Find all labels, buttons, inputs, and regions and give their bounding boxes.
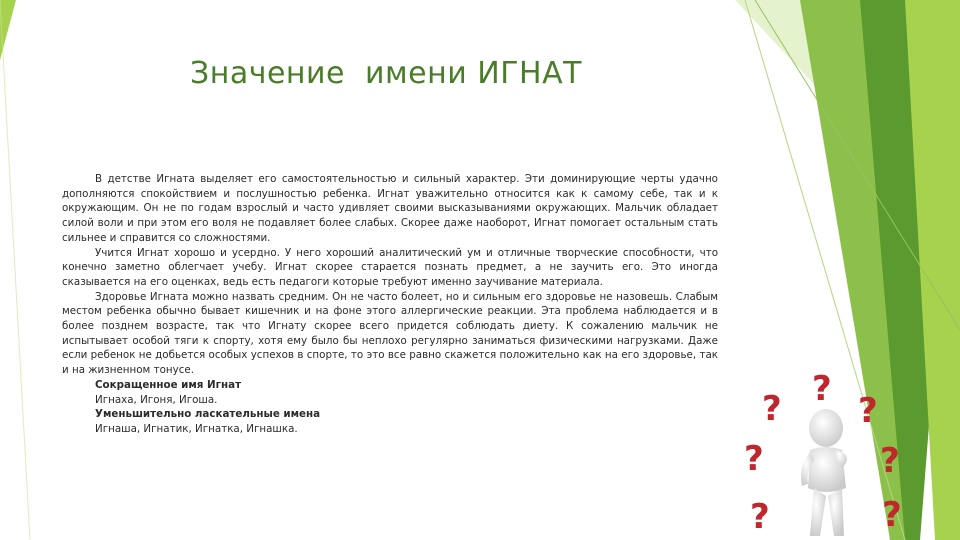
white-figure <box>801 409 847 536</box>
paragraph-childhood: В детстве Игната выделяет его самостоятельностью и сильный характер. Эти доминирующие черты удачно дополняются спокойствием и послушностью ребенка. Игнат уважительно относится как к самому себе, так и к окружающим. Он не по годам взрослый и часто удивляет своими высказываниями окружающих. Мальчик обладает силой воли и при этом его воля не подавляет более слабых. Скорее даже наоборот, Игнат помогает остальным стать сильнее и справится со сложностями. <box>62 173 718 244</box>
paragraph-health: Здоровье Игната можно назвать средним. Он не часто болеет, но и сильным его здоровье не назовешь. Слабым местом ребенка обычно бывает кишечник и на фоне этого аллергические реакции. Эта проблема наблюдается и в более позднем возрасте, так что Игнату скорее всего придется соблюдать диету. К сожалению мальчик не испытывает особой тяги к спорту, хотя ему было бы неплохо регулярно заниматься физическими нагрузками. Даже если ребенок не добьется особых успехов в спорте, то это все равно скажется положительно как на его здоровье, так и на жизненном тонусе. <box>62 290 718 377</box>
question-mark-7: ? <box>882 495 902 535</box>
question-mark-1: ? <box>762 389 782 429</box>
question-mark-3: ? <box>858 391 878 431</box>
slide-title: Значение имени ИГНАТ <box>190 56 582 91</box>
left-edge-line <box>0 0 30 540</box>
short-names: Игнаха, Игоня, Игоша. <box>95 393 218 406</box>
question-mark-5: ? <box>880 441 900 481</box>
question-mark-6: ? <box>750 497 770 537</box>
diminutive-heading: Уменьшительно ласкательные имена <box>95 408 321 421</box>
short-name-heading: Сокращенное имя Игнат <box>95 378 242 391</box>
thinking-person-illustration <box>730 368 960 540</box>
paragraph-study: Учится Игнат хорошо и усердно. У него хороший аналитический ум и отличные творческие способности, что конечно заметно облегчает учебу. Игнат скорее старается познать предмет, а не заучить его. Это иногда сказывается на его оценках, ведь есть педагоги которые требуют именно заучивание материала. <box>62 246 718 288</box>
slide-body <box>62 172 718 437</box>
diminutive-names: Игнаша, Игнатик, Игнатка, Игнашка. <box>95 422 298 435</box>
question-mark-2: ? <box>812 369 832 409</box>
question-mark-4: ? <box>744 439 764 479</box>
